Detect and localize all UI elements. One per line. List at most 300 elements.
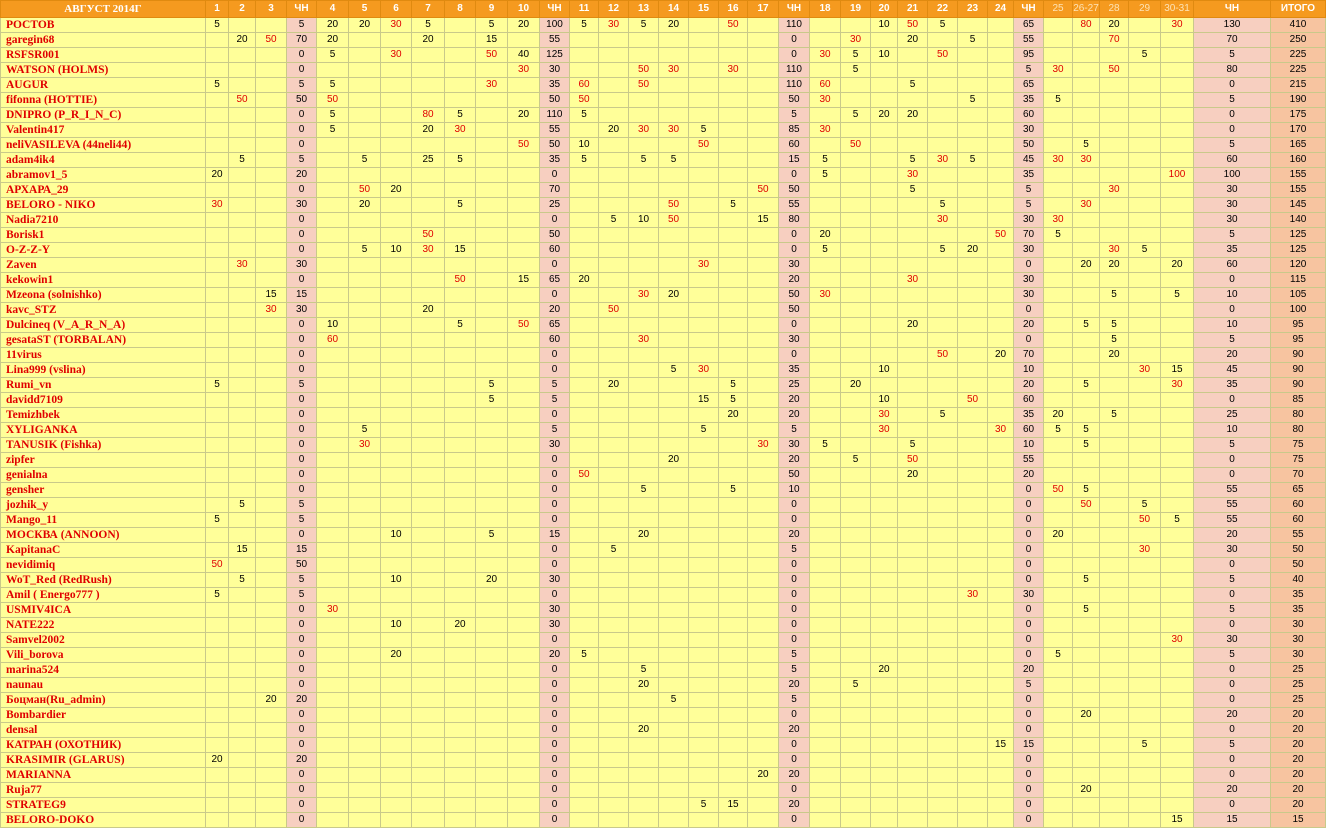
score-cell[interactable] — [810, 108, 841, 123]
weekly-total-cell[interactable]: 0 — [779, 33, 810, 48]
score-cell[interactable]: 30 — [928, 213, 958, 228]
score-cell[interactable] — [988, 438, 1014, 453]
score-cell[interactable] — [928, 138, 958, 153]
score-cell[interactable] — [1161, 213, 1194, 228]
score-cell[interactable] — [719, 438, 748, 453]
score-cell[interactable]: 20 — [871, 108, 898, 123]
score-cell[interactable] — [958, 693, 988, 708]
score-cell[interactable]: 5 — [206, 78, 229, 93]
score-cell[interactable] — [508, 288, 540, 303]
score-cell[interactable] — [381, 543, 412, 558]
score-cell[interactable]: 10 — [381, 528, 412, 543]
score-cell[interactable] — [412, 813, 445, 828]
weekly-total-cell[interactable]: 5 — [1014, 63, 1044, 78]
score-cell[interactable] — [871, 183, 898, 198]
score-cell[interactable] — [1100, 93, 1129, 108]
score-cell[interactable] — [659, 618, 689, 633]
score-cell[interactable] — [871, 753, 898, 768]
score-cell[interactable] — [1129, 408, 1161, 423]
score-cell[interactable] — [229, 513, 256, 528]
score-cell[interactable] — [659, 678, 689, 693]
score-cell[interactable] — [988, 768, 1014, 783]
score-cell[interactable] — [256, 363, 287, 378]
weekly-total-cell[interactable]: 0 — [540, 363, 570, 378]
score-cell[interactable] — [599, 528, 629, 543]
weekly-total-cell[interactable]: 0 — [287, 453, 317, 468]
score-cell[interactable] — [898, 513, 928, 528]
score-cell[interactable] — [958, 288, 988, 303]
score-cell[interactable] — [349, 618, 381, 633]
score-cell[interactable] — [988, 273, 1014, 288]
score-cell[interactable] — [1129, 63, 1161, 78]
score-cell[interactable] — [381, 588, 412, 603]
score-cell[interactable] — [256, 768, 287, 783]
score-cell[interactable] — [229, 138, 256, 153]
score-cell[interactable] — [988, 543, 1014, 558]
score-cell[interactable] — [898, 693, 928, 708]
score-cell[interactable] — [1161, 783, 1194, 798]
score-cell[interactable] — [412, 768, 445, 783]
score-cell[interactable] — [412, 648, 445, 663]
column-header[interactable]: 10 — [508, 1, 540, 18]
score-cell[interactable]: 30 — [206, 198, 229, 213]
score-cell[interactable] — [349, 258, 381, 273]
score-cell[interactable] — [810, 273, 841, 288]
score-cell[interactable] — [719, 663, 748, 678]
score-cell[interactable] — [871, 723, 898, 738]
weekly-total-cell[interactable]: 55 — [779, 198, 810, 213]
score-cell[interactable] — [508, 258, 540, 273]
score-cell[interactable] — [256, 483, 287, 498]
score-cell[interactable] — [256, 423, 287, 438]
score-cell[interactable] — [1073, 513, 1100, 528]
score-cell[interactable]: 5 — [1044, 423, 1073, 438]
score-cell[interactable] — [476, 738, 508, 753]
score-cell[interactable] — [570, 423, 599, 438]
score-cell[interactable] — [229, 453, 256, 468]
grand-total-cell[interactable]: 25 — [1271, 663, 1326, 678]
score-cell[interactable] — [349, 543, 381, 558]
score-cell[interactable] — [841, 663, 871, 678]
score-cell[interactable] — [1073, 558, 1100, 573]
weekly-total-cell[interactable]: 20 — [1194, 783, 1271, 798]
score-cell[interactable] — [748, 168, 779, 183]
score-cell[interactable] — [1100, 663, 1129, 678]
score-cell[interactable]: 20 — [412, 123, 445, 138]
score-cell[interactable] — [256, 213, 287, 228]
score-cell[interactable] — [841, 573, 871, 588]
score-cell[interactable] — [841, 258, 871, 273]
score-cell[interactable] — [719, 423, 748, 438]
score-cell[interactable] — [871, 123, 898, 138]
score-cell[interactable] — [988, 198, 1014, 213]
score-cell[interactable] — [599, 438, 629, 453]
score-cell[interactable] — [659, 483, 689, 498]
score-cell[interactable] — [445, 453, 476, 468]
score-cell[interactable] — [748, 678, 779, 693]
score-cell[interactable] — [476, 543, 508, 558]
score-cell[interactable] — [599, 333, 629, 348]
score-cell[interactable] — [689, 588, 719, 603]
score-cell[interactable] — [445, 48, 476, 63]
score-cell[interactable] — [1129, 798, 1161, 813]
score-cell[interactable] — [508, 333, 540, 348]
score-cell[interactable] — [508, 558, 540, 573]
weekly-total-cell[interactable]: 0 — [779, 348, 810, 363]
score-cell[interactable] — [317, 273, 349, 288]
score-cell[interactable] — [1044, 618, 1073, 633]
score-cell[interactable] — [898, 423, 928, 438]
score-cell[interactable] — [476, 753, 508, 768]
score-cell[interactable] — [599, 603, 629, 618]
score-cell[interactable] — [476, 453, 508, 468]
score-cell[interactable] — [988, 693, 1014, 708]
column-header[interactable]: 6 — [381, 1, 412, 18]
grand-total-cell[interactable]: 20 — [1271, 708, 1326, 723]
player-name-cell[interactable]: O-Z-Z-Y — [1, 243, 206, 258]
score-cell[interactable] — [206, 393, 229, 408]
score-cell[interactable] — [599, 198, 629, 213]
weekly-total-cell[interactable]: 5 — [540, 393, 570, 408]
score-cell[interactable] — [1129, 483, 1161, 498]
score-cell[interactable]: 10 — [317, 318, 349, 333]
score-cell[interactable] — [1129, 108, 1161, 123]
score-cell[interactable] — [841, 123, 871, 138]
score-cell[interactable] — [1073, 663, 1100, 678]
score-cell[interactable] — [1129, 768, 1161, 783]
score-cell[interactable] — [570, 213, 599, 228]
score-cell[interactable] — [1129, 783, 1161, 798]
score-cell[interactable] — [508, 483, 540, 498]
score-cell[interactable] — [412, 168, 445, 183]
score-cell[interactable] — [689, 33, 719, 48]
score-cell[interactable] — [659, 333, 689, 348]
score-cell[interactable] — [229, 603, 256, 618]
score-cell[interactable] — [988, 258, 1014, 273]
weekly-total-cell[interactable]: 5 — [1194, 138, 1271, 153]
grand-total-cell[interactable]: 30 — [1271, 633, 1326, 648]
score-cell[interactable] — [229, 633, 256, 648]
score-cell[interactable] — [229, 333, 256, 348]
score-cell[interactable] — [1100, 558, 1129, 573]
score-cell[interactable]: 30 — [1161, 378, 1194, 393]
score-cell[interactable] — [317, 513, 349, 528]
score-cell[interactable] — [381, 438, 412, 453]
score-cell[interactable] — [841, 693, 871, 708]
grand-total-cell[interactable]: 20 — [1271, 798, 1326, 813]
score-cell[interactable] — [1073, 633, 1100, 648]
score-cell[interactable] — [748, 423, 779, 438]
score-cell[interactable]: 5 — [898, 183, 928, 198]
score-cell[interactable] — [1100, 213, 1129, 228]
score-cell[interactable] — [871, 243, 898, 258]
score-cell[interactable] — [1073, 588, 1100, 603]
score-cell[interactable] — [1044, 468, 1073, 483]
weekly-total-cell[interactable]: 0 — [540, 723, 570, 738]
score-cell[interactable] — [689, 813, 719, 828]
score-cell[interactable] — [229, 348, 256, 363]
weekly-total-cell[interactable]: 5 — [1194, 438, 1271, 453]
score-cell[interactable]: 20 — [1100, 348, 1129, 363]
weekly-total-cell[interactable]: 5 — [287, 153, 317, 168]
weekly-total-cell[interactable]: 55 — [540, 33, 570, 48]
weekly-total-cell[interactable]: 30 — [779, 333, 810, 348]
score-cell[interactable] — [1044, 183, 1073, 198]
score-cell[interactable] — [206, 183, 229, 198]
score-cell[interactable] — [508, 633, 540, 648]
score-cell[interactable] — [1044, 123, 1073, 138]
column-header[interactable]: 28 — [1100, 1, 1129, 18]
score-cell[interactable] — [898, 48, 928, 63]
weekly-total-cell[interactable]: 0 — [1014, 483, 1044, 498]
score-cell[interactable] — [841, 303, 871, 318]
score-cell[interactable] — [871, 438, 898, 453]
score-cell[interactable] — [1073, 333, 1100, 348]
weekly-total-cell[interactable]: 35 — [540, 153, 570, 168]
score-cell[interactable] — [508, 453, 540, 468]
score-cell[interactable] — [412, 588, 445, 603]
score-cell[interactable] — [659, 648, 689, 663]
score-cell[interactable] — [412, 348, 445, 363]
score-cell[interactable]: 20 — [599, 123, 629, 138]
score-cell[interactable] — [841, 768, 871, 783]
score-cell[interactable] — [659, 228, 689, 243]
score-cell[interactable] — [719, 453, 748, 468]
score-cell[interactable]: 20 — [412, 303, 445, 318]
score-cell[interactable] — [659, 783, 689, 798]
weekly-total-cell[interactable]: 0 — [287, 318, 317, 333]
score-cell[interactable] — [841, 738, 871, 753]
score-cell[interactable] — [206, 678, 229, 693]
score-cell[interactable] — [1129, 603, 1161, 618]
score-cell[interactable] — [445, 663, 476, 678]
score-cell[interactable] — [599, 33, 629, 48]
score-cell[interactable] — [476, 513, 508, 528]
score-cell[interactable] — [629, 423, 659, 438]
score-cell[interactable] — [1073, 348, 1100, 363]
score-cell[interactable]: 5 — [928, 243, 958, 258]
score-cell[interactable] — [349, 348, 381, 363]
score-cell[interactable] — [508, 693, 540, 708]
score-cell[interactable] — [810, 813, 841, 828]
score-cell[interactable] — [445, 483, 476, 498]
score-cell[interactable] — [719, 783, 748, 798]
score-cell[interactable] — [810, 708, 841, 723]
score-cell[interactable]: 5 — [1073, 423, 1100, 438]
weekly-total-cell[interactable]: 0 — [540, 663, 570, 678]
column-header[interactable]: 29 — [1129, 1, 1161, 18]
score-cell[interactable]: 5 — [898, 153, 928, 168]
score-cell[interactable] — [689, 318, 719, 333]
score-cell[interactable] — [988, 378, 1014, 393]
score-cell[interactable] — [898, 498, 928, 513]
score-cell[interactable] — [476, 63, 508, 78]
score-cell[interactable] — [381, 693, 412, 708]
score-cell[interactable] — [599, 183, 629, 198]
score-cell[interactable]: 20 — [1100, 18, 1129, 33]
grand-total-cell[interactable]: 35 — [1271, 588, 1326, 603]
score-cell[interactable] — [412, 468, 445, 483]
score-cell[interactable] — [928, 573, 958, 588]
weekly-total-cell[interactable]: 35 — [1194, 378, 1271, 393]
score-cell[interactable] — [229, 318, 256, 333]
score-cell[interactable] — [871, 513, 898, 528]
score-cell[interactable] — [349, 633, 381, 648]
score-cell[interactable] — [476, 318, 508, 333]
grand-total-cell[interactable]: 50 — [1271, 558, 1326, 573]
score-cell[interactable] — [445, 723, 476, 738]
score-cell[interactable] — [629, 138, 659, 153]
player-name-cell[interactable]: KapitanaC — [1, 543, 206, 558]
score-cell[interactable] — [229, 273, 256, 288]
score-cell[interactable] — [1073, 108, 1100, 123]
score-cell[interactable]: 30 — [317, 603, 349, 618]
score-cell[interactable] — [256, 258, 287, 273]
score-cell[interactable] — [412, 258, 445, 273]
score-cell[interactable] — [659, 528, 689, 543]
sheet-title[interactable]: АВГУСТ 2014Г — [1, 1, 206, 18]
score-cell[interactable]: 60 — [317, 333, 349, 348]
score-cell[interactable] — [476, 783, 508, 798]
score-cell[interactable] — [599, 423, 629, 438]
score-cell[interactable] — [928, 33, 958, 48]
score-cell[interactable] — [871, 258, 898, 273]
score-cell[interactable]: 5 — [229, 573, 256, 588]
score-cell[interactable] — [1044, 78, 1073, 93]
player-name-cell[interactable]: МОСКВА (ANNOON) — [1, 528, 206, 543]
weekly-total-cell[interactable]: 130 — [1194, 18, 1271, 33]
weekly-total-cell[interactable]: 5 — [287, 498, 317, 513]
score-cell[interactable]: 20 — [1073, 258, 1100, 273]
score-cell[interactable] — [445, 468, 476, 483]
score-cell[interactable]: 30 — [810, 123, 841, 138]
score-cell[interactable] — [629, 348, 659, 363]
score-cell[interactable] — [928, 393, 958, 408]
score-cell[interactable] — [349, 513, 381, 528]
score-cell[interactable] — [599, 813, 629, 828]
score-cell[interactable] — [871, 693, 898, 708]
weekly-total-cell[interactable]: 0 — [287, 243, 317, 258]
score-cell[interactable] — [689, 198, 719, 213]
score-cell[interactable] — [412, 753, 445, 768]
score-cell[interactable] — [317, 738, 349, 753]
score-cell[interactable] — [229, 738, 256, 753]
score-cell[interactable] — [841, 633, 871, 648]
score-cell[interactable] — [570, 333, 599, 348]
score-cell[interactable]: 30 — [381, 18, 412, 33]
grand-total-cell[interactable]: 20 — [1271, 783, 1326, 798]
score-cell[interactable] — [1073, 213, 1100, 228]
score-cell[interactable] — [719, 123, 748, 138]
score-cell[interactable] — [1129, 723, 1161, 738]
score-cell[interactable] — [629, 648, 659, 663]
score-cell[interactable] — [629, 738, 659, 753]
score-cell[interactable] — [599, 588, 629, 603]
score-cell[interactable] — [381, 258, 412, 273]
score-cell[interactable] — [689, 288, 719, 303]
score-cell[interactable] — [381, 453, 412, 468]
score-cell[interactable] — [206, 48, 229, 63]
score-cell[interactable] — [599, 138, 629, 153]
score-cell[interactable] — [412, 78, 445, 93]
score-cell[interactable] — [256, 93, 287, 108]
grand-total-cell[interactable]: 15 — [1271, 813, 1326, 828]
weekly-total-cell[interactable]: 45 — [1014, 153, 1044, 168]
score-cell[interactable] — [898, 288, 928, 303]
score-cell[interactable] — [719, 108, 748, 123]
score-cell[interactable]: 5 — [629, 153, 659, 168]
player-name-cell[interactable]: Amil ( Energo777 ) — [1, 588, 206, 603]
score-cell[interactable] — [599, 648, 629, 663]
score-cell[interactable] — [810, 258, 841, 273]
weekly-total-cell[interactable]: 5 — [287, 588, 317, 603]
score-cell[interactable] — [317, 138, 349, 153]
score-cell[interactable]: 60 — [570, 78, 599, 93]
score-cell[interactable] — [1129, 213, 1161, 228]
score-cell[interactable] — [1044, 768, 1073, 783]
score-cell[interactable] — [958, 228, 988, 243]
score-cell[interactable] — [871, 783, 898, 798]
score-cell[interactable] — [206, 363, 229, 378]
score-cell[interactable] — [256, 378, 287, 393]
score-cell[interactable]: 5 — [689, 798, 719, 813]
score-cell[interactable] — [748, 708, 779, 723]
score-cell[interactable] — [206, 738, 229, 753]
score-cell[interactable]: 10 — [629, 213, 659, 228]
score-cell[interactable] — [958, 213, 988, 228]
score-cell[interactable] — [689, 378, 719, 393]
score-cell[interactable] — [570, 33, 599, 48]
score-cell[interactable] — [1073, 618, 1100, 633]
score-cell[interactable] — [898, 483, 928, 498]
weekly-total-cell[interactable]: 50 — [287, 93, 317, 108]
score-cell[interactable] — [689, 93, 719, 108]
weekly-total-cell[interactable]: 0 — [287, 738, 317, 753]
score-cell[interactable]: 20 — [958, 243, 988, 258]
player-name-cell[interactable]: Nadia7210 — [1, 213, 206, 228]
score-cell[interactable] — [871, 588, 898, 603]
score-cell[interactable]: 50 — [659, 213, 689, 228]
score-cell[interactable] — [928, 63, 958, 78]
score-cell[interactable] — [508, 123, 540, 138]
score-cell[interactable] — [445, 93, 476, 108]
score-cell[interactable]: 20 — [1073, 708, 1100, 723]
score-cell[interactable] — [659, 348, 689, 363]
score-cell[interactable] — [229, 213, 256, 228]
score-cell[interactable] — [381, 108, 412, 123]
score-cell[interactable]: 5 — [349, 423, 381, 438]
weekly-total-cell[interactable]: 20 — [287, 753, 317, 768]
player-name-cell[interactable]: КАТРАН (ОХОТНИК) — [1, 738, 206, 753]
weekly-total-cell[interactable]: 0 — [540, 588, 570, 603]
score-cell[interactable] — [570, 243, 599, 258]
score-cell[interactable] — [689, 708, 719, 723]
score-cell[interactable] — [1073, 303, 1100, 318]
score-cell[interactable] — [317, 348, 349, 363]
score-cell[interactable] — [659, 798, 689, 813]
score-cell[interactable] — [317, 708, 349, 723]
column-header[interactable]: 7 — [412, 1, 445, 18]
column-header[interactable]: 30-31 — [1161, 1, 1194, 18]
score-cell[interactable]: 10 — [570, 138, 599, 153]
score-cell[interactable] — [958, 708, 988, 723]
score-cell[interactable] — [689, 573, 719, 588]
score-cell[interactable]: 20 — [317, 18, 349, 33]
score-cell[interactable] — [317, 378, 349, 393]
score-cell[interactable] — [1161, 153, 1194, 168]
score-cell[interactable] — [1044, 288, 1073, 303]
score-cell[interactable] — [445, 333, 476, 348]
